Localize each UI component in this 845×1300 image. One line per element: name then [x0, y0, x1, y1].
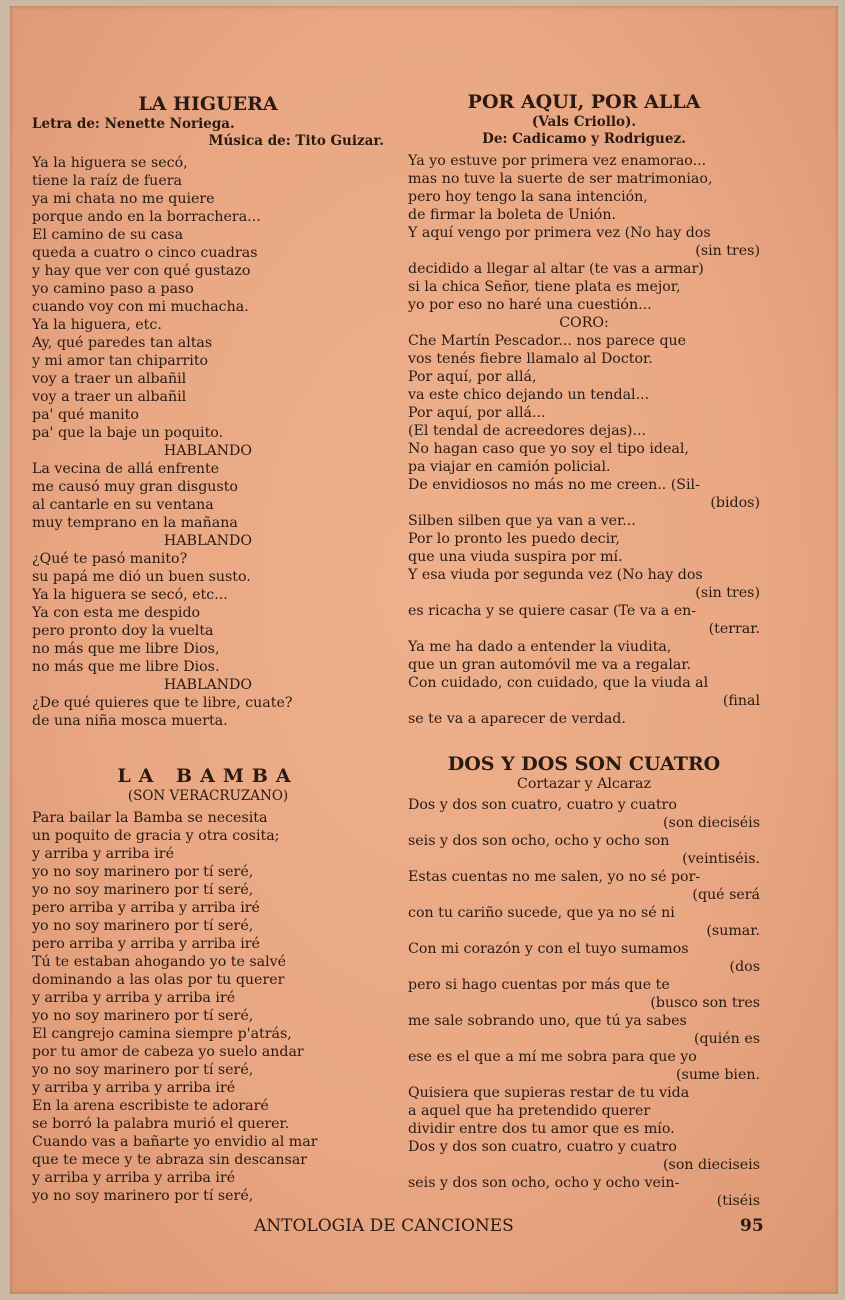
lyric-line: y arriba y arriba y arriba iré	[32, 1170, 236, 1186]
lyrics-credit: Letra de: Nenette Noriega.	[32, 116, 235, 132]
lyric-line: y arriba y arriba y arriba iré	[32, 990, 236, 1006]
lyric-line: (tiséis	[716, 1193, 760, 1209]
lyric-line: ya mi chata no me quiere	[32, 191, 215, 207]
lyric-line: Ya la higuera se secó,	[32, 155, 188, 171]
lyric-line: pero arriba y arriba y arriba iré	[32, 900, 260, 916]
lyric-line: seis y dos son ocho, ocho y ocho son	[408, 833, 670, 849]
lyric-line: pa' que la baje un poquito.	[32, 425, 224, 441]
lyric-line: El camino de su casa	[32, 227, 184, 243]
lyric-line: es ricacha y se quiere casar (Te va a en-	[408, 603, 697, 619]
lyric-line: Por lo pronto les puedo decir,	[408, 531, 620, 547]
lyric-line: voy a traer un albañil	[32, 371, 187, 387]
lyric-line: ¿Qué te pasó manito?	[32, 551, 188, 567]
lyric-line: que una viuda suspira por mí.	[408, 549, 623, 565]
song-subtitle: (SON VERACRUZANO)	[127, 788, 289, 804]
lyric-line: su papá me dió un buen susto.	[32, 569, 251, 585]
lyric-line: Por aquí, por allá,	[408, 369, 537, 385]
lyric-line: Ay, qué paredes tan altas	[32, 335, 213, 351]
lyric-line: me causó muy gran disgusto	[32, 479, 238, 495]
lyric-line: tiene la raíz de fuera	[32, 173, 182, 189]
lyric-line: Y esa viuda por segunda vez (No hay dos	[408, 567, 703, 583]
lyric-line: yo no soy marinero por tí seré,	[32, 882, 254, 898]
lyric-line: se te va a aparecer de verdad.	[408, 711, 626, 727]
lyric-line: La vecina de allá enfrente	[32, 461, 220, 477]
lyric-line: (qué será	[692, 887, 760, 903]
lyric-line: de firmar la boleta de Unión.	[408, 207, 616, 223]
lyric-line: Tú te estaban ahogando yo te salvé	[32, 954, 287, 970]
lyric-line: Cuando vas a bañarte yo envidio al mar	[32, 1134, 318, 1150]
lyrics	[32, 154, 384, 730]
lyric-line: Ya la higuera se secó, etc...	[32, 587, 228, 603]
lyric-line: (busco son tres	[650, 995, 760, 1011]
lyric-line: Ya yo estuve por primera vez enamorao...	[408, 153, 707, 169]
lyric-line: va este chico dejando un tendal...	[408, 387, 650, 403]
song-por-aqui-por-alla	[408, 90, 760, 728]
lyric-line: (quién es	[693, 1031, 760, 1047]
lyric-line: Con mi corazón y con el tuyo sumamos	[408, 941, 689, 957]
lyric-line: mas no tuve la suerte de ser matrimoniao,	[408, 171, 713, 187]
lyric-line: a aquel que ha pretendido querer	[408, 1103, 651, 1119]
song-subtitle: (Vals Criollo).	[531, 114, 637, 130]
lyric-line: Para bailar la Bamba se necesita	[32, 810, 268, 826]
lyric-line: Ya me ha dado a entender la viudita,	[408, 639, 672, 655]
song-title: DOS Y DOS SON CUATRO	[447, 753, 721, 775]
lyric-line: me sale sobrando uno, que tú ya sabes	[408, 1013, 687, 1029]
lyric-line: queda a cuatro o cinco cuadras	[32, 245, 258, 261]
book-title: ANTOLOGIA DE CANCIONES	[254, 1216, 514, 1236]
lyric-line: (bidos)	[710, 495, 760, 511]
song-credit: Cortazar y Alcaraz	[517, 776, 651, 792]
lyric-line: no más que me libre Dios,	[32, 641, 220, 657]
lyric-line: porque ando en la borrachera...	[32, 209, 261, 225]
lyric-line: HABLANDO	[163, 443, 253, 459]
lyric-line: De envidiosos no más no me creen.. (Sil-	[408, 477, 700, 493]
song-title: LA HIGUERA	[138, 93, 278, 115]
lyric-line: Con cuidado, con cuidado, que la viuda al	[408, 675, 709, 691]
lyric-line: Estas cuentas no me salen, yo no sé por-	[408, 869, 701, 885]
lyric-line: que un gran automóvil me va a regalar.	[408, 657, 692, 673]
music-credit: Música de: Tito Guizar.	[208, 133, 384, 149]
lyric-line: No hagan caso que yo soy el tipo ideal,	[408, 441, 689, 457]
lyric-line: yo por eso no haré una cuestión...	[408, 297, 652, 313]
lyric-line: y hay que ver con qué gustazo	[32, 263, 251, 279]
lyric-line: En la arena escribiste te adoraré	[32, 1098, 269, 1114]
lyric-line: con tu cariño sucede, que ya no sé ni	[408, 905, 675, 921]
lyric-line: si la chica Señor, tiene plata es mejor,	[408, 279, 681, 295]
lyric-line: yo no soy marinero por tí seré,	[32, 1062, 254, 1078]
lyric-line: y mi amor tan chiparrito	[32, 353, 209, 369]
lyric-line: por tu amor de cabeza yo suelo andar	[32, 1044, 304, 1060]
lyric-line: (dos	[729, 959, 760, 975]
lyric-line: yo no soy marinero por tí seré,	[32, 918, 254, 934]
lyric-line: ¿De qué quieres que te libre, cuate?	[32, 695, 293, 711]
lyric-line: yo no soy marinero por tí seré,	[32, 1188, 254, 1204]
lyric-line: pa' qué manito	[32, 407, 139, 423]
lyric-line: pero hoy tengo la sana intención,	[408, 189, 648, 205]
lyric-line: pero pronto doy la vuelta	[32, 623, 214, 639]
lyric-line: Che Martín Pescador... nos parece que	[408, 333, 687, 349]
lyrics	[32, 809, 384, 1205]
lyric-line: dividir entre dos tu amor que es mío.	[408, 1121, 675, 1137]
lyric-line: Y aquí vengo por primera vez (No hay dos	[408, 225, 711, 241]
lyric-line: pero arriba y arriba y arriba iré	[32, 936, 260, 952]
lyric-line: voy a traer un albañil	[32, 389, 187, 405]
lyric-line: (son dieciséis	[663, 815, 760, 831]
lyric-line: de una niña mosca muerta.	[32, 713, 228, 729]
song-la-bamba	[32, 764, 384, 1205]
lyric-line: pa viajar en camión policial.	[408, 459, 611, 475]
song-title: LA BAMBA	[117, 765, 299, 787]
song-la-higuera	[32, 92, 384, 730]
lyrics	[408, 796, 760, 1210]
lyric-line: que te mece y te abraza sin descansar	[32, 1152, 308, 1168]
lyric-line: yo no soy marinero por tí seré,	[32, 864, 254, 880]
lyric-line: Por aquí, por allá...	[408, 405, 546, 421]
lyric-line: no más que me libre Dios.	[32, 659, 220, 675]
lyric-line: se borró la palabra murió el querer.	[32, 1116, 290, 1132]
lyrics	[408, 152, 760, 728]
lyric-line: cuando voy con mi muchacha.	[32, 299, 249, 315]
lyric-line: vos tenés fiebre llamalo al Doctor.	[408, 351, 653, 367]
lyric-line: HABLANDO	[163, 677, 253, 693]
lyric-line: Dos y dos son cuatro, cuatro y cuatro	[408, 797, 677, 813]
lyric-line: (sumar.	[706, 923, 760, 939]
lyric-line: al cantarle en su ventana	[32, 497, 214, 513]
lyric-line: dominando a las olas por tu querer	[32, 972, 285, 988]
lyric-line: decidido a llegar al altar (te vas a armar)	[408, 261, 704, 277]
lyric-line: (terrar.	[708, 621, 760, 637]
lyric-line: y arriba y arriba iré	[32, 846, 174, 862]
lyric-line: Ya la higuera, etc.	[32, 317, 162, 333]
song-dos-y-dos-son-cuatro	[408, 752, 760, 1210]
lyric-line: (veintiséis.	[682, 851, 760, 867]
lyric-line: (sume bien.	[676, 1067, 760, 1083]
lyric-line: pero si hago cuentas por más que te	[408, 977, 670, 993]
page-number: 95	[740, 1216, 764, 1236]
lyric-line: muy temprano en la mañana	[32, 515, 238, 531]
lyric-line: (El tendal de acreedores dejas)...	[408, 423, 647, 439]
book-page	[10, 6, 838, 1294]
lyric-line: (sin tres)	[695, 243, 760, 259]
lyric-line: yo camino paso a paso	[32, 281, 194, 297]
lyric-line: (sin tres)	[695, 585, 760, 601]
lyric-line: seis y dos son ocho, ocho y ocho vein-	[408, 1175, 680, 1191]
lyric-line: yo no soy marinero por tí seré,	[32, 1008, 254, 1024]
lyric-line: un poquito de gracia y otra cosita;	[32, 828, 280, 844]
song-credit: De: Cadicamo y Rodriguez.	[482, 131, 686, 147]
lyric-line: (son dieciseis	[663, 1157, 760, 1173]
lyric-line: Silben silben que ya van a ver...	[408, 513, 636, 529]
song-title: POR AQUI, POR ALLA	[467, 91, 701, 113]
lyric-line: CORO:	[559, 315, 609, 331]
lyric-line: Quisiera que supieras restar de tu vida	[408, 1085, 690, 1101]
lyric-line: HABLANDO	[163, 533, 253, 549]
lyric-line: Ya con esta me despido	[32, 605, 201, 621]
lyric-line: El cangrejo camina siempre p'atrás,	[32, 1026, 292, 1042]
lyric-line: Dos y dos son cuatro, cuatro y cuatro	[408, 1139, 677, 1155]
lyric-line: (final	[722, 693, 760, 709]
lyric-line: ese es el que a mí me sobra para que yo	[408, 1049, 697, 1065]
lyric-line: y arriba y arriba y arriba iré	[32, 1080, 236, 1096]
